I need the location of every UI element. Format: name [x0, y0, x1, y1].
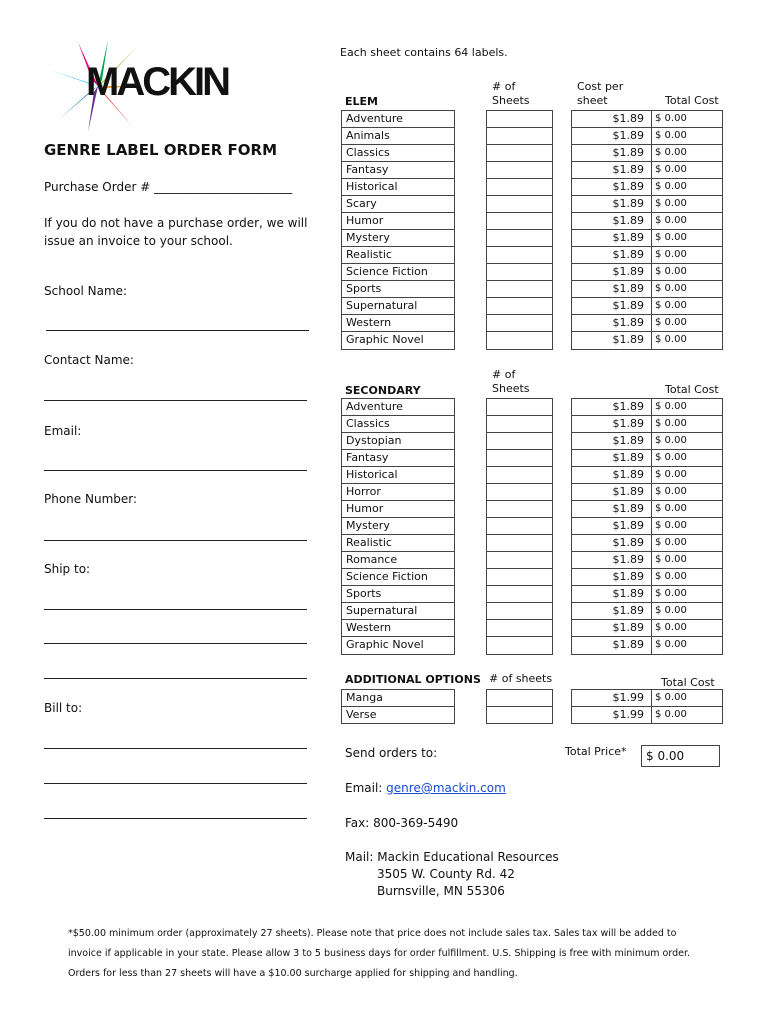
secondary-price-14: $1.89: [612, 638, 644, 651]
elem-sheets-input-9[interactable]: [487, 264, 552, 281]
elem-price-6: $1.89: [612, 214, 644, 227]
additional-heading: ADDITIONAL OPTIONS: [345, 673, 481, 686]
secondary-total-13: $ 0.00: [655, 622, 687, 633]
elem-sheets-column: [486, 110, 553, 350]
elem-cost-row-9: [572, 264, 722, 281]
secondary-cost-row-5: [572, 484, 722, 501]
secondary-genre-11: Sports: [342, 586, 454, 603]
phone-label: Phone Number:: [44, 492, 138, 506]
elem-total-header: Total Cost: [665, 94, 719, 107]
secondary-total-7: $ 0.00: [655, 520, 687, 531]
secondary-sheets-input-9[interactable]: [487, 552, 552, 569]
secondary-total-4: $ 0.00: [655, 469, 687, 480]
secondary-price-1: $1.89: [612, 417, 644, 430]
secondary-price-7: $1.89: [612, 519, 644, 532]
send-orders-label: Send orders to:: [345, 746, 438, 760]
secondary-cost-row-3: [572, 450, 722, 467]
contact-name-line[interactable]: [44, 400, 307, 401]
school-name-line[interactable]: [46, 330, 309, 331]
secondary-genre-5: Horror: [342, 484, 454, 501]
bill-to-line-2[interactable]: [44, 783, 307, 784]
secondary-price-9: $1.89: [612, 553, 644, 566]
elem-total-1: $ 0.00: [655, 130, 687, 141]
elem-genre-13: Graphic Novel: [346, 333, 424, 346]
order-fax: Fax: 800-369-5490: [345, 816, 459, 830]
email-line[interactable]: [44, 470, 307, 471]
elem-total-12: $ 0.00: [655, 317, 687, 328]
secondary-genre-9: Romance: [342, 552, 454, 569]
elem-genre-6: Humor: [342, 213, 454, 230]
additional-genre-0: Manga: [342, 690, 454, 707]
elem-price-0: $1.89: [612, 112, 644, 125]
elem-cost-row-2: [572, 145, 722, 162]
elem-price-5: $1.89: [612, 197, 644, 210]
secondary-cost-column: [571, 398, 723, 655]
elem-total-5: $ 0.00: [655, 198, 687, 209]
elem-sheets-input-0[interactable]: [487, 111, 552, 128]
elem-total-13: $ 0.00: [655, 334, 687, 345]
additional-item-list: [341, 689, 455, 724]
elem-total-11: $ 0.00: [655, 300, 687, 311]
elem-sheets-input-6[interactable]: [487, 213, 552, 230]
elem-cost-column: [571, 110, 723, 350]
elem-sheets-input-10[interactable]: [487, 281, 552, 298]
elem-cost-row-3: [572, 162, 722, 179]
invoice-note: If you do not have a purchase order, we will issue an invoice to your school.: [44, 216, 308, 248]
elem-genre-2: Classics: [342, 145, 454, 162]
secondary-cost-row-4: [572, 467, 722, 484]
elem-price-2: $1.89: [612, 146, 644, 159]
order-mail: [345, 849, 559, 866]
secondary-total-12: $ 0.00: [655, 605, 687, 616]
secondary-sheets-input-0[interactable]: [487, 399, 552, 416]
ship-to-line-3[interactable]: [44, 678, 307, 679]
order-mail-line-1: Mackin Educational Resources: [377, 850, 559, 864]
secondary-sheets-input-3[interactable]: [487, 450, 552, 467]
secondary-genre-13: Western: [342, 620, 454, 637]
secondary-sheets-input-12[interactable]: [487, 603, 552, 620]
secondary-price-8: $1.89: [612, 536, 644, 549]
secondary-price-0: $1.89: [612, 400, 644, 413]
secondary-sheets-input-1[interactable]: [487, 416, 552, 433]
elem-cost-row-4: [572, 179, 722, 196]
secondary-cost-row-13: [572, 620, 722, 637]
secondary-sheets-input-2[interactable]: [487, 433, 552, 450]
elem-genre-list: [341, 110, 455, 350]
logo-wordmark: MACKIN: [86, 60, 228, 104]
secondary-sheets-header: # of Sheets: [492, 368, 530, 395]
elem-price-11: $1.89: [612, 299, 644, 312]
order-mail-line-3: Burnsville, MN 55306: [377, 884, 505, 898]
elem-cost-row-10: [572, 281, 722, 298]
secondary-cost-row-0: [572, 399, 722, 416]
secondary-total-1: $ 0.00: [655, 418, 687, 429]
secondary-sheets-input-13[interactable]: [487, 620, 552, 637]
bill-to-line-1[interactable]: [44, 748, 307, 749]
secondary-total-header: Total Cost: [665, 383, 719, 396]
order-mail-label: Mail:: [345, 850, 374, 864]
elem-sheets-input-11[interactable]: [487, 298, 552, 315]
elem-sheets-input-7[interactable]: [487, 230, 552, 247]
secondary-cost-row-7: [572, 518, 722, 535]
secondary-price-11: $1.89: [612, 587, 644, 600]
secondary-cost-row-12: [572, 603, 722, 620]
secondary-genre-3: Fantasy: [342, 450, 454, 467]
elem-genre-0: Adventure: [342, 111, 454, 128]
email-label: Email:: [44, 424, 82, 438]
elem-cost-row-12: [572, 315, 722, 332]
elem-total-8: $ 0.00: [655, 249, 687, 260]
elem-price-1: $1.89: [612, 129, 644, 142]
order-email: [345, 781, 506, 795]
elem-cost-row-1: [572, 128, 722, 145]
secondary-total-10: $ 0.00: [655, 571, 687, 582]
secondary-genre-6: Humor: [342, 501, 454, 518]
secondary-genre-4: Historical: [342, 467, 454, 484]
secondary-genre-list: [341, 398, 455, 655]
elem-cost-row-0: [572, 111, 722, 128]
elem-sheets-header: # of Sheets: [492, 80, 530, 107]
elem-genre-7: Mystery: [342, 230, 454, 247]
elem-total-7: $ 0.00: [655, 232, 687, 243]
secondary-genre-1: Classics: [342, 416, 454, 433]
secondary-sheets-input-14[interactable]: [487, 637, 552, 654]
contact-name-label: Contact Name:: [44, 353, 134, 367]
secondary-total-14: $ 0.00: [655, 639, 687, 650]
secondary-genre-14: Graphic Novel: [346, 638, 424, 651]
elem-cost-row-6: [572, 213, 722, 230]
secondary-genre-2: Dystopian: [342, 433, 454, 450]
elem-price-7: $1.89: [612, 231, 644, 244]
elem-heading: ELEM: [345, 95, 378, 108]
elem-genre-4: Historical: [342, 179, 454, 196]
secondary-sheets-input-6[interactable]: [487, 501, 552, 518]
secondary-sheets-input-7[interactable]: [487, 518, 552, 535]
additional-price-1: $1.99: [612, 708, 644, 721]
elem-cost-row-5: [572, 196, 722, 213]
elem-sheets-input-1[interactable]: [487, 128, 552, 145]
bill-to-line-3[interactable]: [44, 818, 307, 819]
total-price-value: $ 0.00: [641, 745, 720, 767]
secondary-price-10: $1.89: [612, 570, 644, 583]
order-email-label: Email:: [345, 781, 383, 795]
elem-genre-3: Fantasy: [342, 162, 454, 179]
additional-cost-row-1: [572, 707, 722, 724]
elem-genre-11: Supernatural: [342, 298, 454, 315]
secondary-genre-7: Mystery: [342, 518, 454, 535]
ship-to-line-2[interactable]: [44, 643, 307, 644]
elem-total-0: $ 0.00: [655, 113, 687, 124]
purchase-order-label: Purchase Order # _______________________: [44, 180, 293, 194]
school-name-label: School Name:: [44, 284, 128, 298]
elem-sheets-input-13[interactable]: [487, 332, 552, 349]
order-email-link[interactable]: genre@mackin.com: [386, 781, 506, 795]
secondary-total-11: $ 0.00: [655, 588, 687, 599]
elem-price-10: $1.89: [612, 282, 644, 295]
additional-total-0: $ 0.00: [655, 692, 687, 703]
elem-price-9: $1.89: [612, 265, 644, 278]
secondary-genre-10: Science Fiction: [342, 569, 454, 586]
secondary-price-5: $1.89: [612, 485, 644, 498]
secondary-cost-row-9: [572, 552, 722, 569]
secondary-sheets-input-5[interactable]: [487, 484, 552, 501]
elem-cost-row-7: [572, 230, 722, 247]
elem-total-4: $ 0.00: [655, 181, 687, 192]
additional-sheets-input-0[interactable]: [487, 690, 552, 707]
secondary-total-8: $ 0.00: [655, 537, 687, 548]
additional-total-1: $ 0.00: [655, 709, 687, 720]
secondary-price-13: $1.89: [612, 621, 644, 634]
footer-note: *$50.00 minimum order (approximately 27 sheets). Please note that price does not include sales tax. Sales tax will be added to invoice if applicable in your state. Please allow 3 to 5 business days for order fulfillment. U.S. Shipping is free with minimum order. Orders for less than 27 sheets will have a $10.00 surcharge applied for shipping and handling.: [68, 928, 691, 979]
secondary-sheets-input-11[interactable]: [487, 586, 552, 603]
secondary-sheets-input-10[interactable]: [487, 569, 552, 586]
elem-genre-9: Science Fiction: [342, 264, 454, 281]
additional-genre-1: Verse: [346, 708, 377, 721]
secondary-genre-12: Supernatural: [342, 603, 454, 620]
elem-genre-5: Scary: [342, 196, 454, 213]
elem-total-2: $ 0.00: [655, 147, 687, 158]
secondary-cost-row-10: [572, 569, 722, 586]
secondary-total-0: $ 0.00: [655, 401, 687, 412]
mackin-logo: [48, 40, 238, 132]
elem-cost-row-8: [572, 247, 722, 264]
secondary-sheets-input-4[interactable]: [487, 467, 552, 484]
ship-to-line-1[interactable]: [44, 609, 307, 610]
elem-price-8: $1.89: [612, 248, 644, 261]
elem-cost-row-13: [572, 332, 722, 349]
additional-total-header: Total Cost: [661, 676, 715, 689]
elem-genre-12: Western: [342, 315, 454, 332]
elem-sheets-input-2[interactable]: [487, 145, 552, 162]
elem-sheets-input-5[interactable]: [487, 196, 552, 213]
elem-total-3: $ 0.00: [655, 164, 687, 175]
total-price-label: Total Price*: [565, 745, 627, 758]
secondary-price-2: $1.89: [612, 434, 644, 447]
elem-cost-per-header: Cost per sheet: [577, 80, 624, 107]
elem-total-6: $ 0.00: [655, 215, 687, 226]
elem-total-10: $ 0.00: [655, 283, 687, 294]
secondary-cost-row-14: [572, 637, 722, 654]
elem-price-4: $1.89: [612, 180, 644, 193]
elem-cost-row-11: [572, 298, 722, 315]
phone-line[interactable]: [44, 540, 307, 541]
elem-price-3: $1.89: [612, 163, 644, 176]
elem-sheets-input-12[interactable]: [487, 315, 552, 332]
secondary-sheets-column: [486, 398, 553, 655]
additional-cost-row-0: [572, 690, 722, 707]
elem-genre-1: Animals: [342, 128, 454, 145]
secondary-cost-row-1: [572, 416, 722, 433]
ship-to-label: Ship to:: [44, 562, 91, 576]
elem-sheets-input-4[interactable]: [487, 179, 552, 196]
secondary-genre-0: Adventure: [342, 399, 454, 416]
elem-price-13: $1.89: [612, 333, 644, 346]
secondary-heading: SECONDARY: [345, 384, 421, 397]
elem-total-9: $ 0.00: [655, 266, 687, 277]
secondary-price-3: $1.89: [612, 451, 644, 464]
additional-cost-column: [571, 689, 723, 724]
secondary-total-2: $ 0.00: [655, 435, 687, 446]
secondary-cost-row-8: [572, 535, 722, 552]
form-title: GENRE LABEL ORDER FORM: [44, 141, 278, 159]
sheet-note: Each sheet contains 64 labels.: [340, 46, 508, 59]
secondary-total-3: $ 0.00: [655, 452, 687, 463]
additional-sheets-column: [486, 689, 553, 724]
additional-sheets-input-1[interactable]: [487, 707, 552, 724]
additional-sheets-header: # of sheets: [489, 672, 553, 685]
bill-to-label: Bill to:: [44, 701, 83, 715]
secondary-genre-8: Realistic: [342, 535, 454, 552]
secondary-price-6: $1.89: [612, 502, 644, 515]
secondary-cost-row-6: [572, 501, 722, 518]
secondary-price-12: $1.89: [612, 604, 644, 617]
elem-price-12: $1.89: [612, 316, 644, 329]
elem-sheets-input-3[interactable]: [487, 162, 552, 179]
secondary-cost-row-2: [572, 433, 722, 450]
elem-genre-8: Realistic: [342, 247, 454, 264]
secondary-sheets-input-8[interactable]: [487, 535, 552, 552]
secondary-price-4: $1.89: [612, 468, 644, 481]
order-mail-line-2: 3505 W. County Rd. 42: [377, 867, 515, 881]
elem-sheets-input-8[interactable]: [487, 247, 552, 264]
secondary-cost-row-11: [572, 586, 722, 603]
secondary-total-5: $ 0.00: [655, 486, 687, 497]
secondary-total-9: $ 0.00: [655, 554, 687, 565]
additional-price-0: $1.99: [612, 691, 644, 704]
secondary-total-6: $ 0.00: [655, 503, 687, 514]
elem-genre-10: Sports: [342, 281, 454, 298]
